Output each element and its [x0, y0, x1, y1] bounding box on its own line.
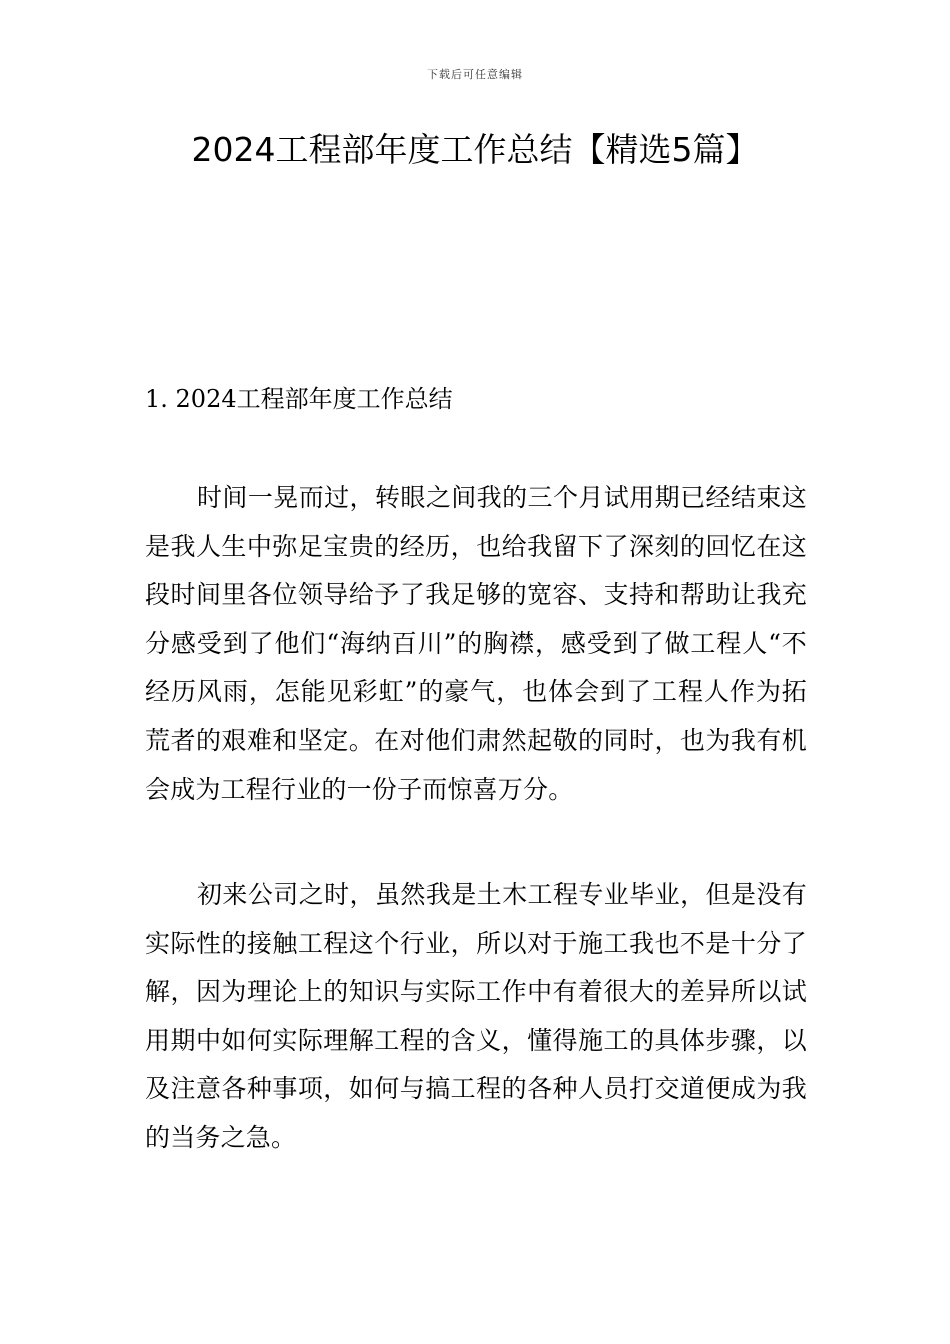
section-heading: 1. 2024工程部年度工作总结 [145, 385, 453, 413]
body-paragraph-1: 时间一晃而过，转眼之间我的三个月试用期已经结束这是我人生中弥足宝贵的经历，也给我留下了深刻的回忆在这段时间里各位领导给予了我足够的宽容、支持和帮助让我充分感受到了他们“海纳百川”的胸襟，感受到了做工程人“不经历风雨，怎能见彩虹”的豪气，也体会到了工程人作为拓荒者的艰难和坚定。在对他们肃然起敬的同时，也为我有机会成为工程行业的一份子而惊喜万分。 [145, 483, 807, 804]
header-note: 下载后可任意编辑 [427, 68, 523, 81]
document-title: 2024工程部年度工作总结【精选5篇】 [191, 130, 759, 169]
body-paragraph-2: 初来公司之时，虽然我是土木工程专业毕业，但是没有实际性的接触工程这个行业，所以对于施工我也不是十分了解，因为理论上的知识与实际工作中有着很大的差异所以试用期中如何实际理解工程的含义，懂得施工的具体步骤，以及注意各种事项，如何与搞工程的各种人员打交道便成为我的当务之急。 [145, 880, 807, 1152]
